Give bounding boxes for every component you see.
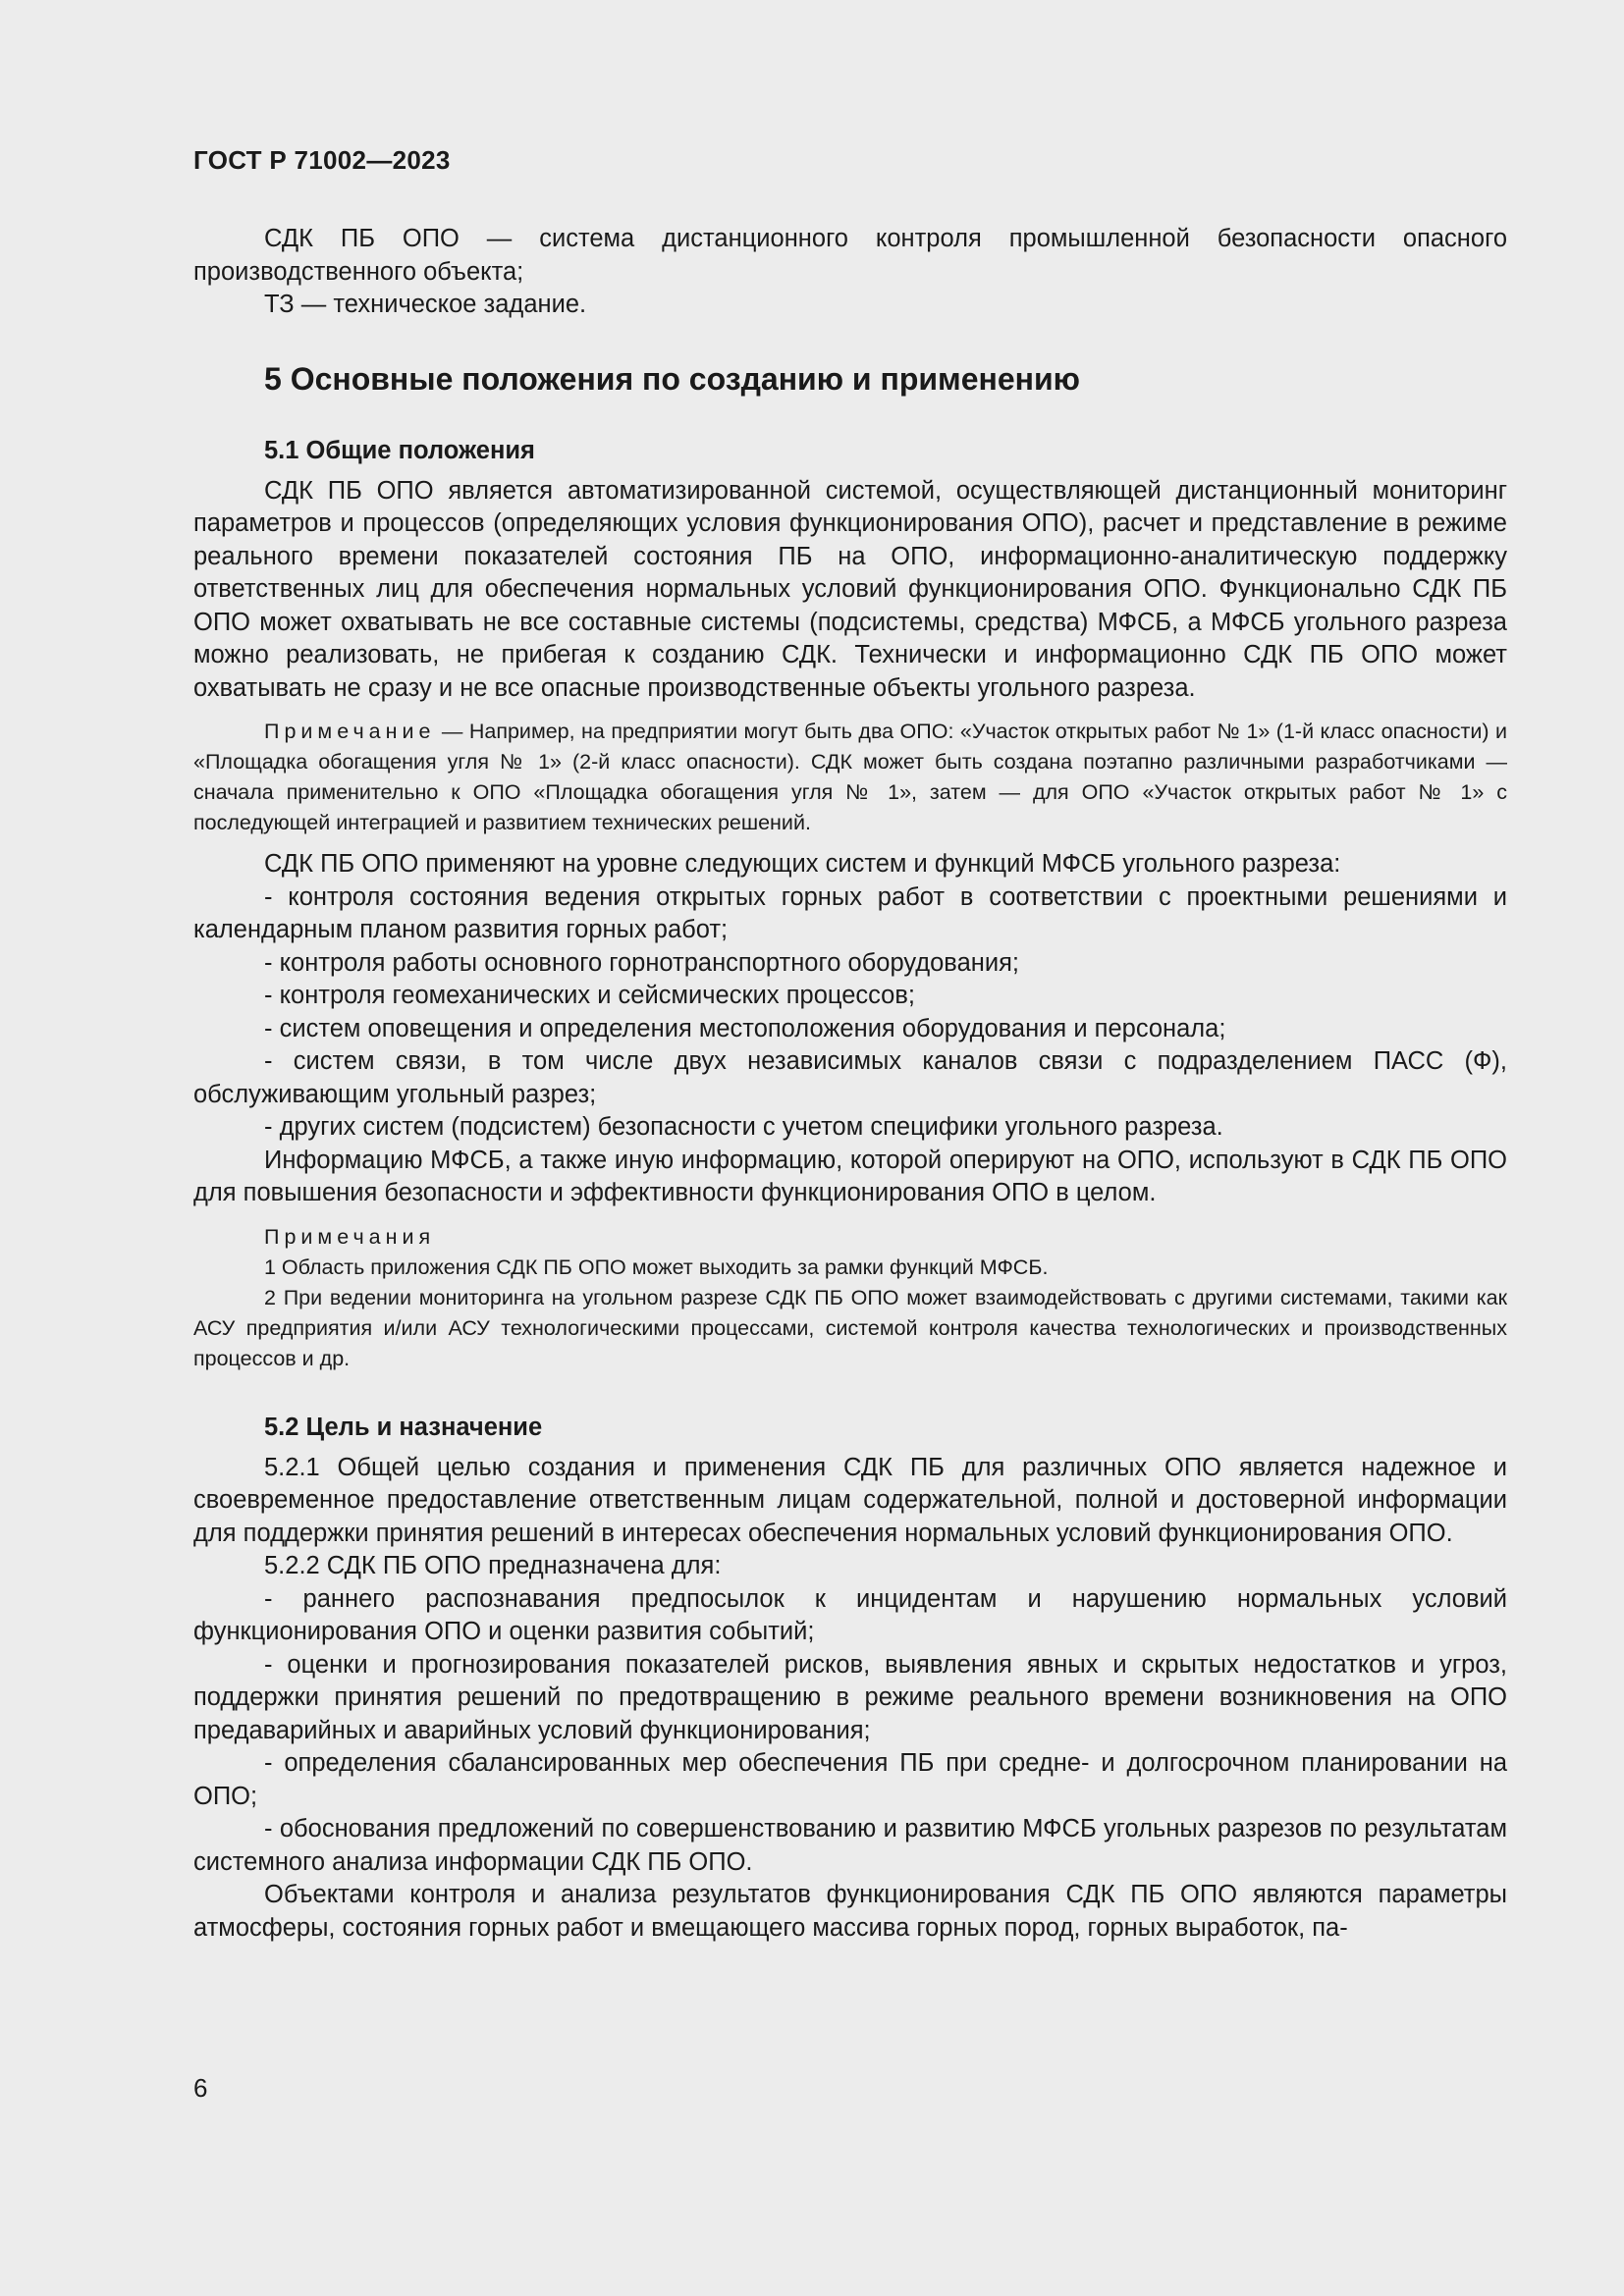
section-5-1-para-1: СДК ПБ ОПО является автоматизированной системой, осуществляющей дистанционный мониторинг параметров и процессов (определяющих условия функционирования ОПО), расчет и представление в режиме реального времени показателей состояния ПБ на ОПО, информационно-аналитическую поддержку ответственных лиц для обеспечения нормальных условий функционирования ОПО. Функционально СДК ПБ ОПО может охватывать не все составные системы (подсистемы, средства) МФСБ, а МФСБ угольного разреза можно реализовать, не прибегая к созданию СДК. Технически и информационно СДК ПБ ОПО может охватывать не сразу и не все опасные производственные объекты угольного разреза.: [193, 476, 1507, 702]
page-content: [193, 223, 1507, 1945]
section-5-2-last-para: Объектами контроля и анализа результатов функционирования СДК ПБ ОПО являются параметры атмосферы, состояния горных работ и вмещающего массива горных пород, горных выработок, па-: [193, 1881, 1507, 1942]
notes-label: Примечания: [264, 1224, 436, 1249]
section-5-title: 5 Основные положения по созданию и применению: [264, 360, 1080, 397]
list-item: - систем оповещения и определения местоположения оборудования и персонала;: [264, 1014, 1226, 1042]
list-item: - контроля геомеханических и сейсмических процессов;: [264, 982, 915, 1009]
section-5-1-para-2: СДК ПБ ОПО применяют на уровне следующих систем и функций МФСБ угольного разреза:: [264, 850, 1341, 878]
list-item: - контроля состояния ведения открытых горных работ в соответствии с проектными решениями и календарным планом развития горных работ;: [193, 882, 1507, 943]
list-item: - систем связи, в том числе двух независимых каналов связи с подразделением ПАСС (Ф), обслуживающим угольный разрез;: [193, 1047, 1507, 1108]
abbrev-sdk: СДК ПБ ОПО — система дистанционного контроля промышленной безопасности опасного производственного объекта;: [193, 225, 1507, 286]
section-5-1-para-3: Информацию МФСБ, а также иную информацию, которой оперируют на ОПО, используют в СДК ПБ ОПО для повышения безопасности и эффективности функционирования ОПО в целом.: [193, 1146, 1507, 1206]
note-text: — Например, на предприятии могут быть два ОПО: «Участок открытых работ № 1» (1-й класс опасности) и «Площадка обогащения угля № 1» (2-й класс опасности). СДК может быть создана поэтапно различными разработчиками — сначала применительно к ОПО «Площадка обогащения угля № 1», затем — для ОПО «Участок открытых работ № 1» с последующей интеграцией и развитием технических решений.: [193, 720, 1507, 834]
list-item: - обоснования предложений по совершенствованию и развитию МФСБ угольных разрезов по результатам системного анализа информации СДК ПБ ОПО.: [193, 1815, 1507, 1876]
section-5-2-2: 5.2.2 СДК ПБ ОПО предназначена для:: [264, 1552, 722, 1579]
page-number: 6: [193, 2073, 208, 2103]
list-item: - определения сбалансированных мер обеспечения ПБ при средне- и долгосрочном планировании на ОПО;: [193, 1749, 1507, 1810]
section-5-1-title: 5.1 Общие положения: [264, 436, 535, 464]
list-item: - контроля работы основного горнотранспортного оборудования;: [264, 948, 1019, 977]
abbrev-tz: ТЗ — техническое задание.: [264, 291, 587, 318]
section-5-2-title: 5.2 Цель и назначение: [264, 1413, 543, 1441]
section-5-2-1: 5.2.1 Общей целью создания и применения СДК ПБ для различных ОПО является надежное и своевременное предоставление ответственным лицам содержательной, полной и достоверной информации для поддержки принятия решений в интересах обеспечения нормальных условий функционирования ОПО.: [193, 1453, 1507, 1547]
list-item: - других систем (подсистем) безопасности с учетом специфики угольного разреза.: [264, 1113, 1223, 1141]
note-5-1: [193, 717, 1507, 838]
note-item: 1 Область приложения СДК ПБ ОПО может выходить за рамки функций МФСБ.: [264, 1255, 1049, 1279]
document-header: ГОСТ Р 71002—2023: [193, 145, 451, 175]
list-item: - оценки и прогнозирования показателей рисков, выявления явных и скрытых недостатков и угроз, поддержки принятия решений по предотвращению в режиме реального времени возникновения на ОПО предаварийных и аварийных условий функционирования;: [193, 1650, 1507, 1744]
list-item: - раннего распознавания предпосылок к инцидентам и нарушению нормальных условий функционирования ОПО и оценки развития событий;: [193, 1584, 1507, 1645]
note-label: Примечание: [264, 720, 436, 743]
note-item: 2 При ведении мониторинга на угольном разрезе СДК ПБ ОПО может взаимодействовать с другими системами, такими как АСУ предприятия и/или АСУ технологическими процессами, системой контроля качества технологических и производственных процессов и др.: [193, 1285, 1507, 1370]
